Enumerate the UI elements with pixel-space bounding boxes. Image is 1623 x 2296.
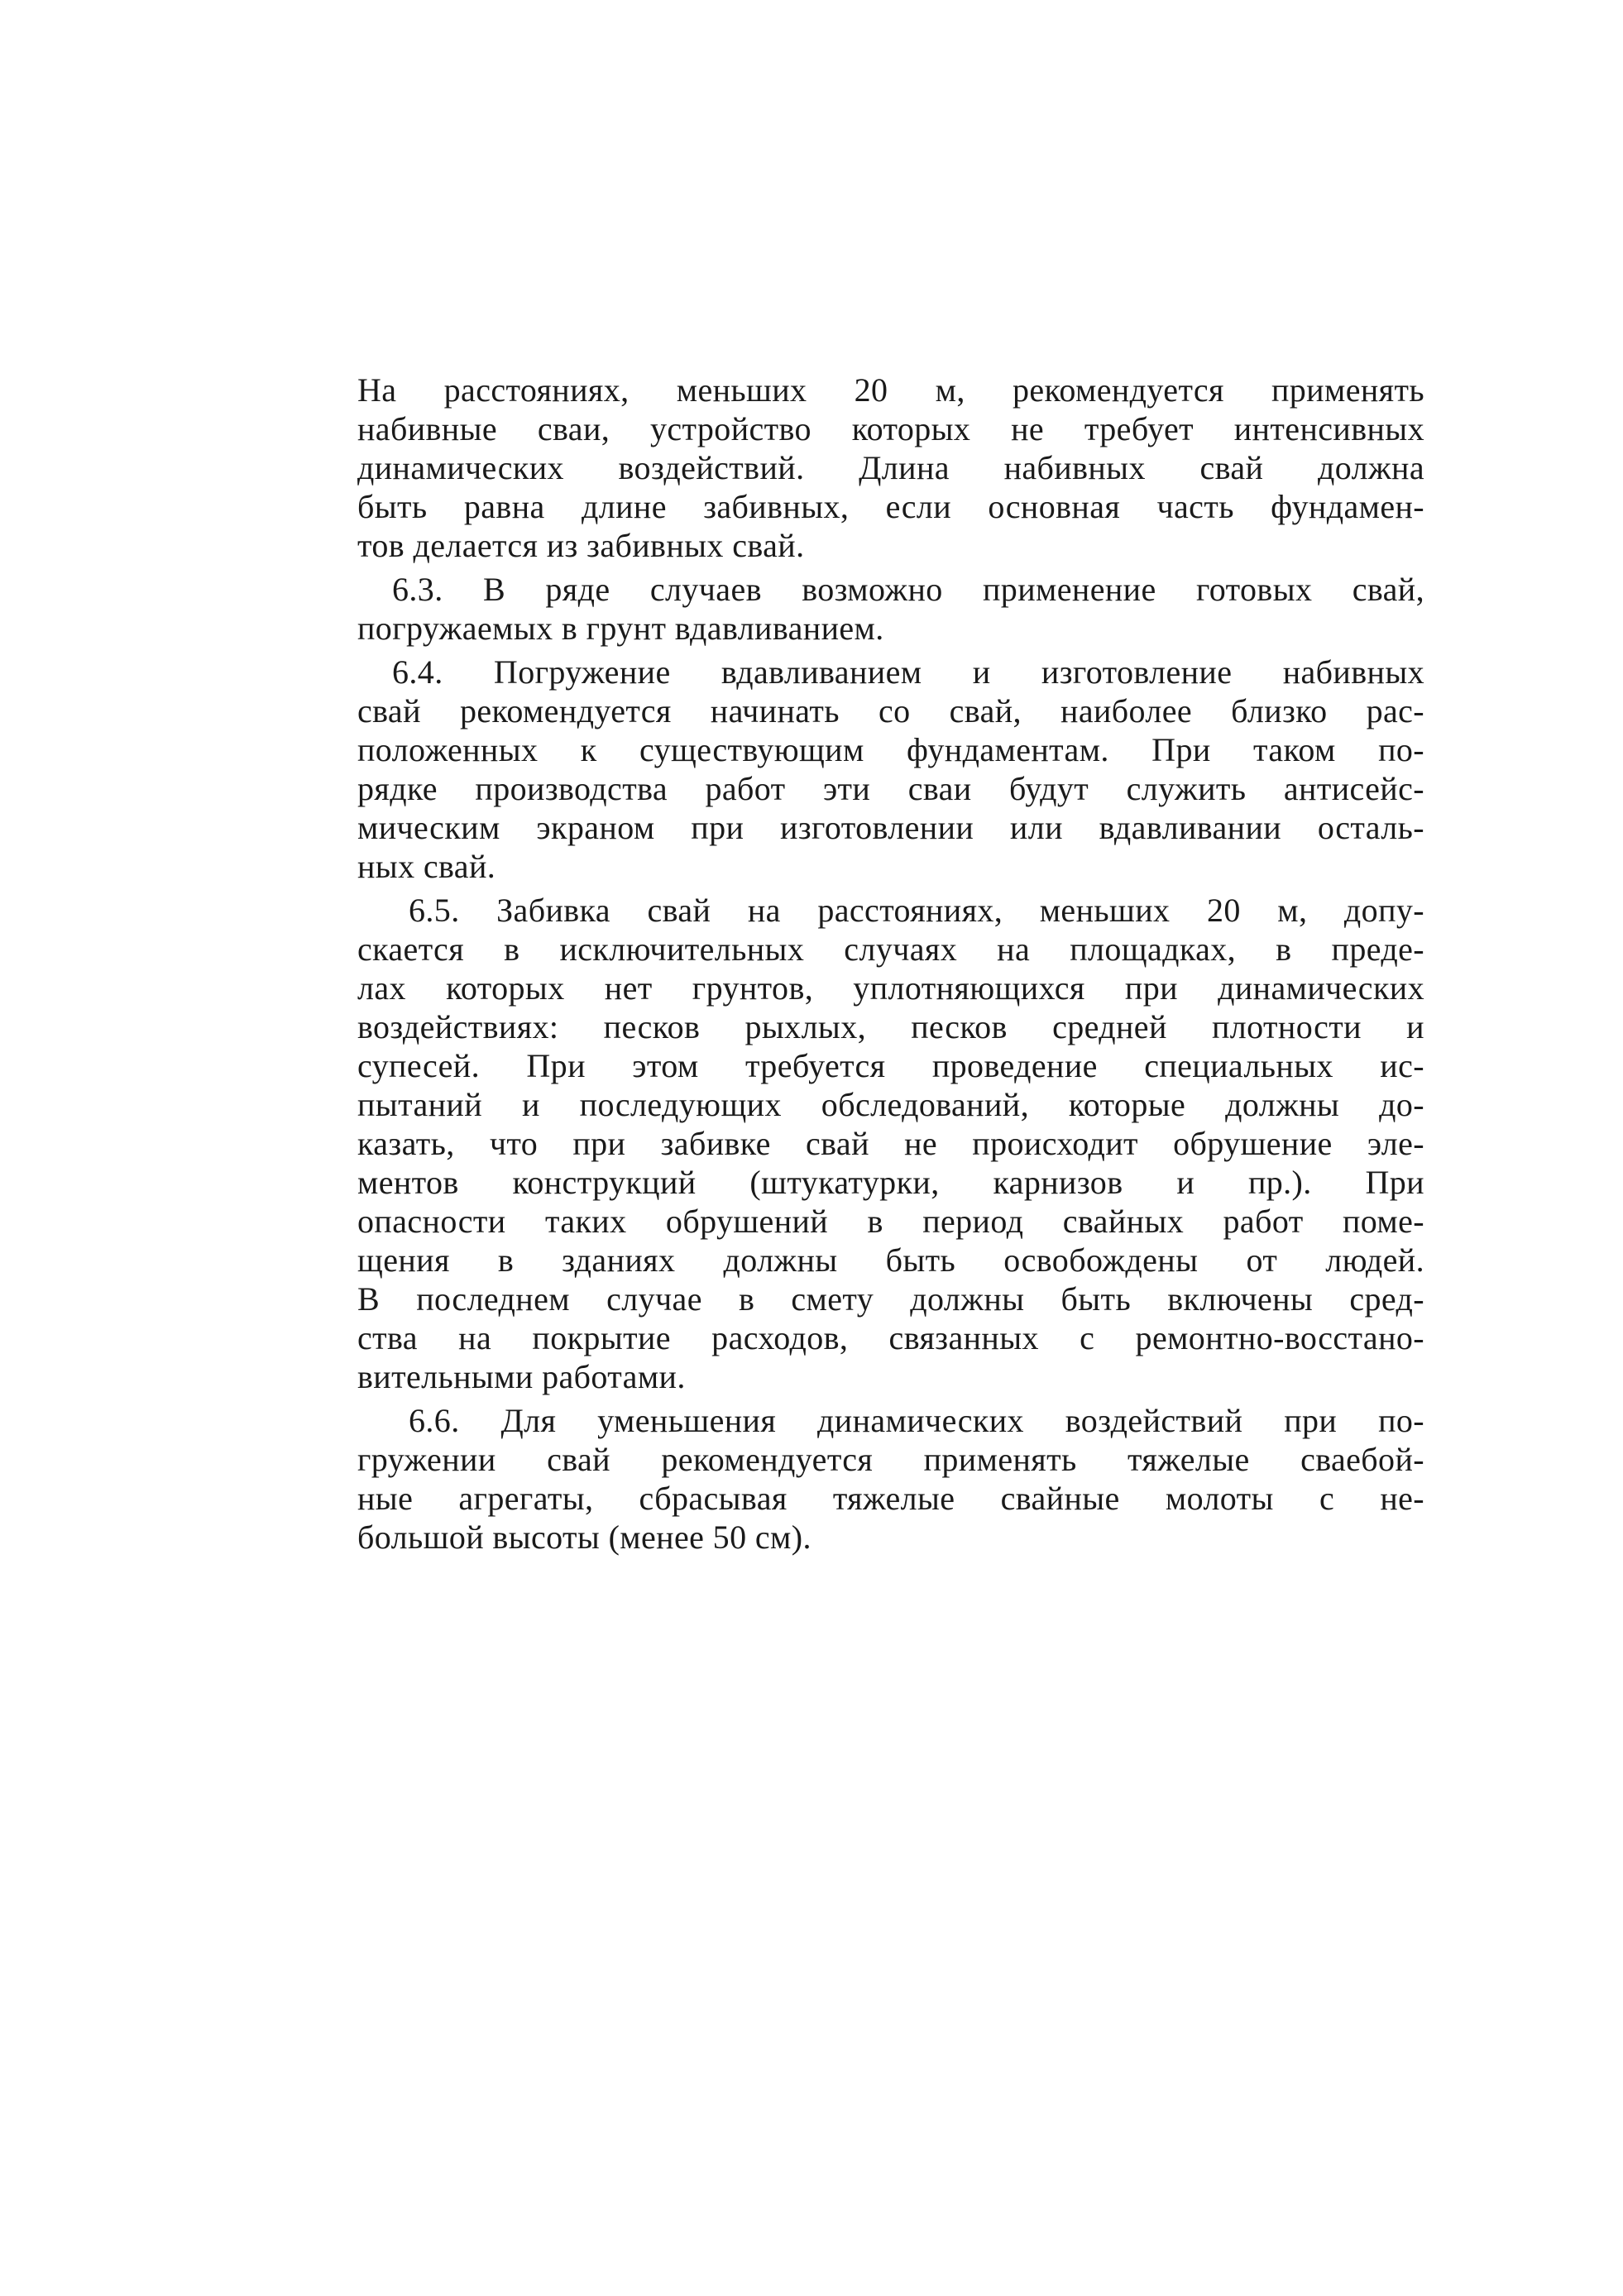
text-line: 6.5. Забивка свай на расстояниях, меньших 20 м, допу- [409, 892, 1424, 929]
text-line: ные агрегаты, сбрасывая тяжелые свайные молоты с не- [357, 1480, 1424, 1517]
document-body [357, 371, 1424, 1557]
text-line: 6.3. В ряде случаев возможно применение готовых свай, [392, 571, 1424, 608]
text-line: тов делается из забивных свай. [357, 527, 805, 564]
text-line: свай рекомендуется начинать со свай, наиболее близко рас- [357, 692, 1424, 729]
text-line: ных свай. [357, 848, 496, 885]
text-line: лах которых нет грунтов, уплотняющихся при динамических [357, 969, 1424, 1007]
paragraph-6-5 [357, 891, 1424, 1396]
paragraph-6-3 [357, 570, 1424, 648]
text-line: щения в зданиях должны быть освобождены от людей. [357, 1241, 1424, 1279]
text-line: казать, что при забивке свай не происходит обрушение эле- [357, 1125, 1424, 1162]
text-line: положенных к существующим фундаментам. При таком по- [357, 731, 1424, 768]
text-line: супесей. При этом требуется проведение специальных ис- [357, 1047, 1424, 1084]
text-line: гружении свай рекомендуется применять тяжелые сваебой- [357, 1441, 1424, 1478]
paragraph-6-4 [357, 653, 1424, 886]
paragraph-6-6 [357, 1401, 1424, 1557]
text-line: воздействиях: песков рыхлых, песков средней плотности и [357, 1008, 1424, 1045]
text-line: быть равна длине забивных, если основная часть фундамен- [357, 488, 1424, 525]
text-line: ства на покрытие расходов, связанных с ремонтно-восстано- [357, 1319, 1424, 1356]
text-line: большой высоты (менее 50 см). [357, 1519, 812, 1556]
text-line: 6.6. Для уменьшения динамических воздействий при по- [409, 1402, 1424, 1439]
text-line: вительными работами. [357, 1358, 686, 1395]
text-line: рядке производства работ эти сваи будут служить антисейс- [357, 770, 1424, 807]
text-line: опасности таких обрушений в период свайных работ поме- [357, 1203, 1424, 1240]
text-line: ментов конструкций (штукатурки, карнизов и пр.). При [357, 1164, 1424, 1201]
text-line: погружаемых в грунт вдавливанием. [357, 610, 884, 647]
text-line: 6.4. Погружение вдавливанием и изготовление набивных [392, 653, 1424, 691]
text-line: В последнем случае в смету должны быть включены сред- [357, 1280, 1424, 1318]
text-line: набивные сваи, устройство которых не требует интенсивных [357, 410, 1424, 447]
text-line: динамических воздействий. Длина набивных свай должна [357, 449, 1424, 486]
text-line: скается в исключительных случаях на площадках, в преде- [357, 930, 1424, 968]
paragraph-continuation [357, 371, 1424, 565]
text-line: пытаний и последующих обследований, которые должны до- [357, 1086, 1424, 1123]
text-line: мическим экраном при изготовлении или вдавливании осталь- [357, 809, 1424, 846]
text-line: На расстояниях, меньших 20 м, рекомендуется применять [357, 371, 1424, 409]
